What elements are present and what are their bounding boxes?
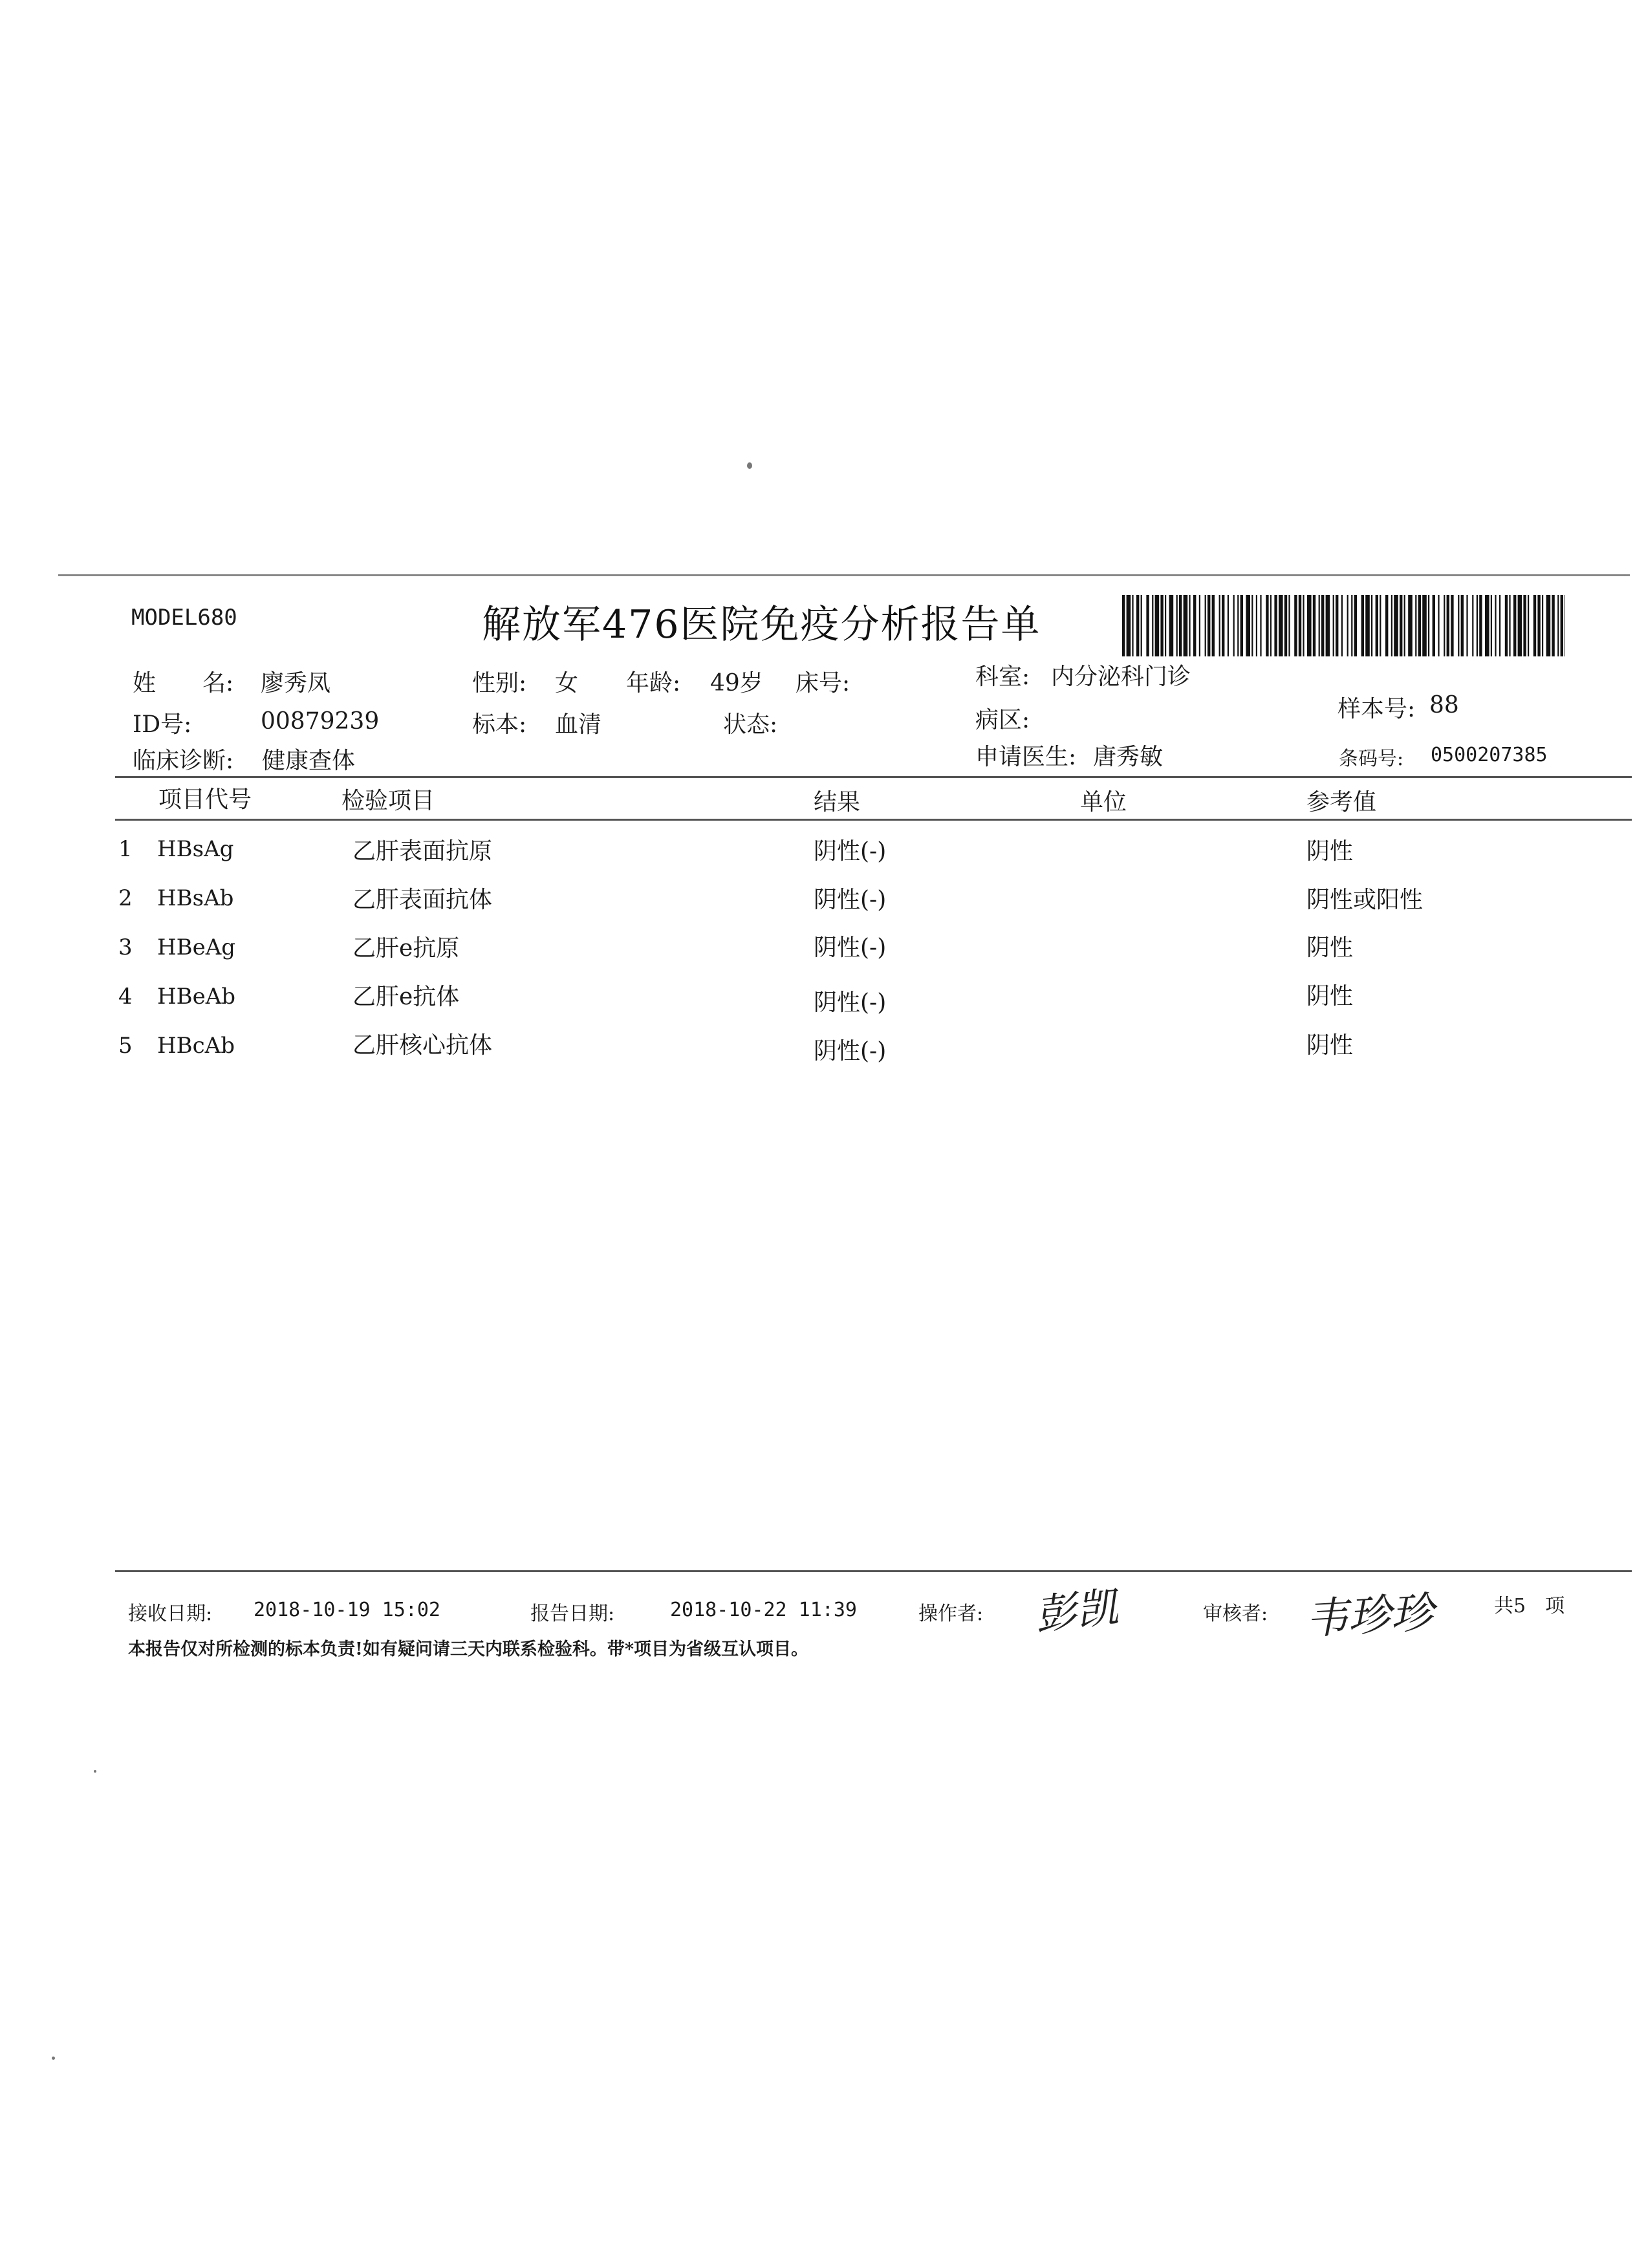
- barcode-bar: [1184, 595, 1188, 656]
- barcode-bar: [1270, 595, 1272, 656]
- barcode-bar: [1447, 595, 1449, 656]
- table-top-rule: [115, 776, 1632, 778]
- barcode-bar: [1466, 595, 1467, 656]
- barcode-bar: [1505, 595, 1508, 656]
- barcode-bar: [1518, 595, 1522, 656]
- reviewer-signature: 韦珍珍: [1304, 1587, 1435, 1645]
- barcode-bar: [1513, 595, 1516, 656]
- barcode-bar: [1266, 595, 1268, 656]
- barcode-bar: [1199, 595, 1200, 656]
- barcode-bar: [1127, 595, 1131, 656]
- barcode-bar: [1212, 595, 1215, 656]
- barcode-bar: [1155, 595, 1160, 656]
- barcode-bar: [1451, 595, 1453, 656]
- barcode-bar: [1347, 595, 1348, 656]
- barcode-bar: [1394, 595, 1398, 656]
- barcode-bar: [1523, 595, 1526, 656]
- barcode-bar: [1319, 595, 1320, 656]
- barcode-bar: [1354, 595, 1357, 656]
- age-value: 49岁: [710, 670, 763, 697]
- row-reference: 阴性: [1306, 838, 1354, 865]
- barcode-bar: [1380, 595, 1381, 656]
- operator-signature: 彭凯: [1033, 1583, 1121, 1640]
- barcode-bar: [1321, 595, 1324, 656]
- report-date-label: 报告日期:: [530, 1603, 615, 1625]
- row-number: 1: [118, 836, 133, 862]
- barcode-bar: [1371, 595, 1372, 656]
- header-unit: 单位: [1080, 789, 1127, 815]
- barcode-bar: [1136, 595, 1139, 656]
- model-label: MODEL680: [131, 605, 237, 631]
- barcode-bar: [1240, 595, 1243, 656]
- barcode-bar: [1408, 595, 1413, 656]
- specimen-value: 血清: [555, 711, 602, 738]
- row-result: 阴性(-): [814, 887, 887, 913]
- disclaimer-note: 本报告仅对所检测的标本负责!如有疑问请三天内联系检验科。带*项目为省级互认项目。: [128, 1639, 808, 1659]
- barcode-bar: [1552, 595, 1554, 656]
- row-item: 乙肝e抗原: [352, 935, 460, 962]
- barcode-number-label: 条码号:: [1339, 748, 1404, 770]
- barcode-bar: [1333, 595, 1334, 656]
- barcode-bar: [1205, 595, 1206, 656]
- reviewer-label: 审核者:: [1203, 1603, 1268, 1625]
- barcode-bar: [1509, 595, 1510, 656]
- row-result: 阴性(-): [814, 838, 887, 865]
- doctor-label: 申请医生:: [975, 744, 1077, 770]
- barcode-bar: [1361, 595, 1364, 656]
- operator-label: 操作者:: [918, 1603, 984, 1625]
- barcode-bar: [1561, 595, 1563, 656]
- barcode-bar: [1472, 595, 1473, 656]
- barcode-bar: [1160, 595, 1163, 656]
- row-reference: 阴性: [1306, 983, 1354, 1010]
- barcode-bar: [1260, 595, 1261, 656]
- row-number: 3: [118, 934, 133, 960]
- barcode-bar: [1391, 595, 1392, 656]
- row-code: HBsAb: [157, 885, 234, 911]
- barcode-bar: [1165, 595, 1166, 656]
- barcode-bar: [1169, 595, 1174, 656]
- barcode-bar: [1499, 595, 1500, 656]
- barcode-bar: [1122, 595, 1125, 656]
- barcode-bar: [1152, 595, 1153, 656]
- barcode-number-value: 0500207385: [1431, 744, 1548, 766]
- barcode-bar: [1533, 595, 1536, 656]
- row-code: HBsAg: [157, 836, 234, 862]
- barcode-bar: [1284, 595, 1287, 656]
- row-result: 阴性(-): [814, 1038, 887, 1064]
- barcode-bar: [1246, 595, 1250, 656]
- barcode-bar: [1485, 595, 1489, 656]
- barcode-bar: [1132, 595, 1133, 656]
- barcode-bar: [1288, 595, 1290, 656]
- barcode-bar: [1294, 595, 1297, 656]
- report-date-value: 2018-10-22 11:39: [670, 1599, 857, 1621]
- barcode-bar: [1219, 595, 1220, 656]
- barcode-bar: [1176, 595, 1178, 656]
- sample-number-value: 88: [1429, 692, 1459, 718]
- barcode-bar: [1479, 595, 1482, 656]
- header-item-code: 项目代号: [158, 786, 252, 813]
- barcode-bar: [1537, 595, 1540, 656]
- barcode-bar: [1376, 595, 1378, 656]
- receive-date-value: 2018-10-19 15:02: [254, 1599, 440, 1621]
- barcode-bar: [1251, 595, 1253, 656]
- barcode-bar: [1336, 595, 1338, 656]
- barcode-bar: [1444, 595, 1445, 656]
- row-item: 乙肝核心抗体: [352, 1032, 493, 1059]
- barcode-bar: [1303, 595, 1304, 656]
- doctor-value: 唐秀敏: [1093, 744, 1164, 770]
- barcode-bar: [1546, 595, 1551, 656]
- barcode-bar: [1491, 595, 1492, 656]
- barcode-bar: [1237, 595, 1239, 656]
- barcode-bar: [1542, 595, 1543, 656]
- barcode: [1122, 595, 1565, 656]
- row-number: 4: [118, 984, 133, 1010]
- barcode-bar: [1495, 595, 1496, 656]
- barcode-bar: [1415, 595, 1416, 656]
- barcode-bar: [1279, 595, 1283, 656]
- row-item: 乙肝表面抗原: [352, 838, 493, 865]
- barcode-bar: [1477, 595, 1478, 656]
- department-value: 内分泌科门诊: [1051, 664, 1191, 690]
- barcode-bar: [1141, 595, 1142, 656]
- barcode-bar: [1433, 595, 1435, 656]
- department-label: 科室:: [975, 664, 1030, 690]
- barcode-bar: [1313, 595, 1316, 656]
- scan-speck: [747, 462, 752, 469]
- header-result: 结果: [814, 789, 861, 815]
- footer-top-rule: [115, 1570, 1632, 1572]
- barcode-bar: [1179, 595, 1182, 656]
- barcode-bar: [1528, 595, 1529, 656]
- barcode-bar: [1326, 595, 1330, 656]
- barcode-bar: [1193, 595, 1196, 656]
- table-header-rule: [115, 819, 1632, 821]
- header-test-item: 检验项目: [341, 788, 435, 814]
- gender-value: 女: [555, 670, 579, 697]
- status-label: 状态:: [723, 711, 778, 738]
- header-reference: 参考值: [1306, 789, 1377, 815]
- diagnosis-value: 健康查体: [262, 748, 356, 774]
- barcode-bar: [1228, 595, 1229, 656]
- patient-name: 廖秀凤: [261, 670, 331, 697]
- diagnosis-label: 临床诊断:: [133, 748, 234, 774]
- gender-label: 性别:: [472, 670, 527, 697]
- row-item: 乙肝e抗体: [352, 984, 460, 1010]
- report-title: 解放军476医院免疫分析报告单: [482, 602, 1041, 647]
- barcode-bar: [1351, 595, 1352, 656]
- id-value: 00879239: [261, 708, 380, 735]
- barcode-bar: [1438, 595, 1439, 656]
- row-number: 5: [118, 1033, 133, 1059]
- sample-number-label: 样本号:: [1337, 696, 1416, 722]
- barcode-bar: [1422, 595, 1427, 656]
- row-reference: 阴性: [1306, 1032, 1354, 1059]
- barcode-bar: [1341, 595, 1343, 656]
- barcode-bar: [1274, 595, 1277, 656]
- sheet-top-edge: [58, 574, 1630, 576]
- barcode-bar: [1307, 595, 1312, 656]
- barcode-bar: [1428, 595, 1429, 656]
- barcode-bar: [1557, 595, 1559, 656]
- barcode-bar: [1404, 595, 1405, 656]
- barcode-bar: [1207, 595, 1210, 656]
- barcode-bar: [1461, 595, 1464, 656]
- barcode-bar: [1458, 595, 1459, 656]
- barcode-bar: [1385, 595, 1388, 656]
- row-code: HBcAb: [157, 1033, 235, 1059]
- row-code: HBeAb: [157, 984, 236, 1010]
- barcode-bar: [1222, 595, 1224, 656]
- receive-date-label: 接收日期:: [128, 1603, 213, 1625]
- age-label: 年龄:: [626, 670, 681, 697]
- row-item: 乙肝表面抗体: [352, 887, 493, 913]
- row-reference: 阴性: [1306, 934, 1354, 961]
- scan-speck: [52, 2057, 55, 2060]
- row-number: 2: [118, 885, 133, 911]
- barcode-bar: [1299, 595, 1301, 656]
- barcode-bar: [1233, 595, 1235, 656]
- barcode-bar: [1418, 595, 1421, 656]
- row-reference: 阴性或阳性: [1306, 887, 1424, 913]
- specimen-label: 标本:: [472, 711, 527, 738]
- total-items: 共5 项: [1494, 1595, 1565, 1617]
- barcode-bar: [1256, 595, 1257, 656]
- patient-name-label: 姓 名:: [133, 670, 234, 697]
- row-result: 阴性(-): [814, 989, 887, 1016]
- row-code: HBeAg: [157, 934, 236, 960]
- barcode-bar: [1365, 595, 1370, 656]
- barcode-bar: [1146, 595, 1149, 656]
- bed-label: 床号:: [796, 670, 850, 697]
- barcode-bar: [1400, 595, 1402, 656]
- ward-label: 病区:: [975, 707, 1030, 733]
- barcode-bar: [1189, 595, 1190, 656]
- row-result: 阴性(-): [814, 934, 887, 961]
- scan-speck: [94, 1770, 96, 1773]
- id-label: ID号:: [133, 711, 192, 738]
